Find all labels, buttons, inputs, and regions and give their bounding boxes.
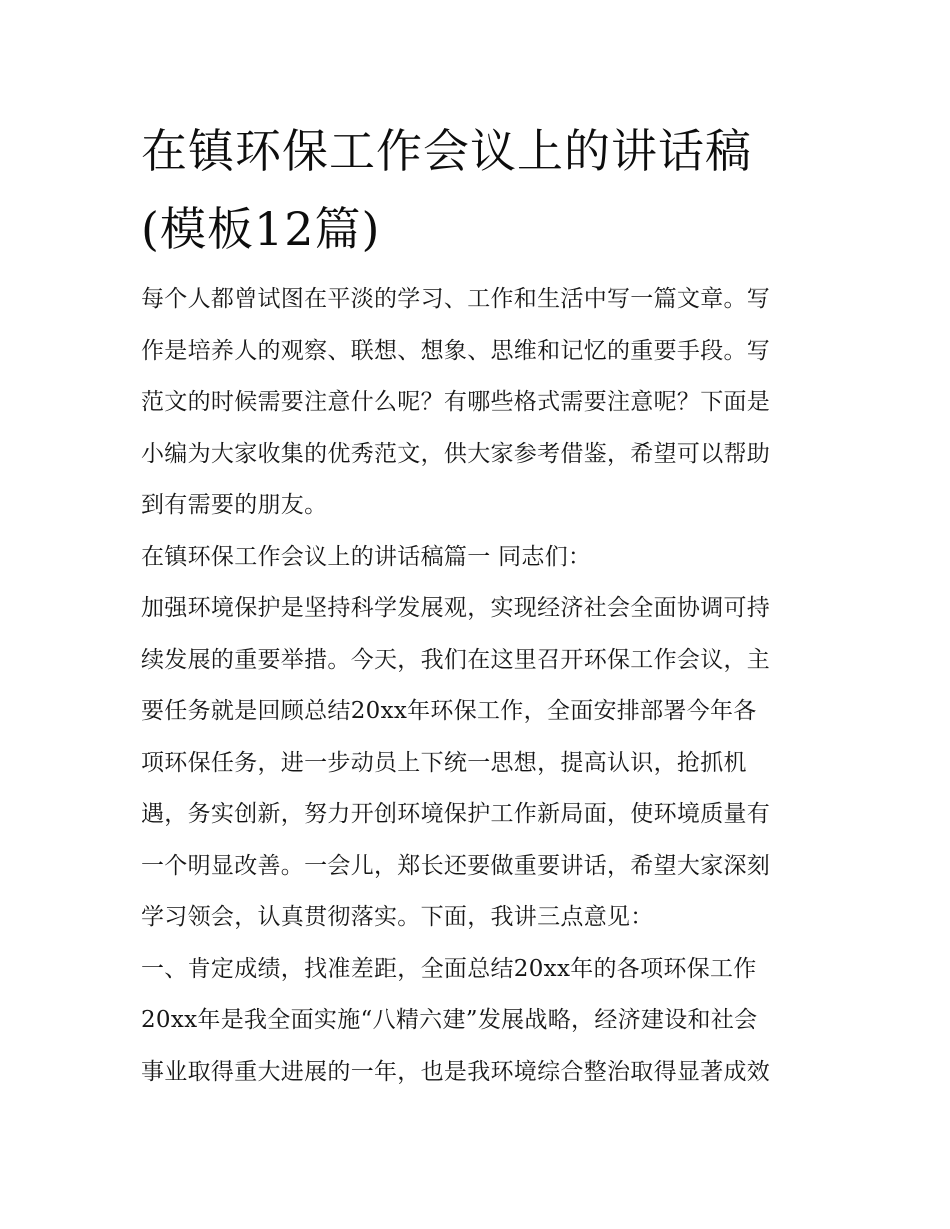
section-one-heading: 一、肯定成绩，找准差距，全面总结20xx年的各项环保工作 <box>141 955 757 982</box>
intro-paragraph: 每个人都曾试图在平淡的学习、工作和生活中写一篇文章。写 作是培养人的观察、联想、想象、思维和记忆的重要手段。写 范文的时候需要注意什么呢？有哪些格式需要注意呢？下面是 小编为大家收集的优秀范文，供大家参考借鉴，希望可以帮助 到有需要的朋友。 <box>141 286 771 518</box>
section-heading-paragraph: 在镇环保工作会议上的讲话稿篇一 同志们： <box>141 543 592 570</box>
body-paragraph-continued: 20xx年是我全面实施“八精六建”发展战略，经济建设和社会 事业取得重大进展的一年，也是我环境综合整治取得显著成效 <box>141 1007 771 1085</box>
document-content <box>141 112 821 1098</box>
body-paragraph: 加强环境保护是坚持科学发展观，实现经济社会全面协调可持 续发展的重要举措。今天，我们在这里召开环保工作会议，主 要任务就是回顾总结20xx年环保工作，全面安排部署今年各 项环保任务，进一步动员上下统一思想，提高认识，抢抓机 遇，务实创新，努力开创环境保护工作新局面，使环境质量有 一个明显改善。一会儿，郑长还要做重要讲话，希望大家深刻 学习领会，认真贯彻落实。下面，我讲三点意见： <box>141 595 771 930</box>
document-body <box>141 274 821 1098</box>
document-title: 在镇环保工作会议上的讲话稿 (模板12篇) <box>141 124 752 256</box>
